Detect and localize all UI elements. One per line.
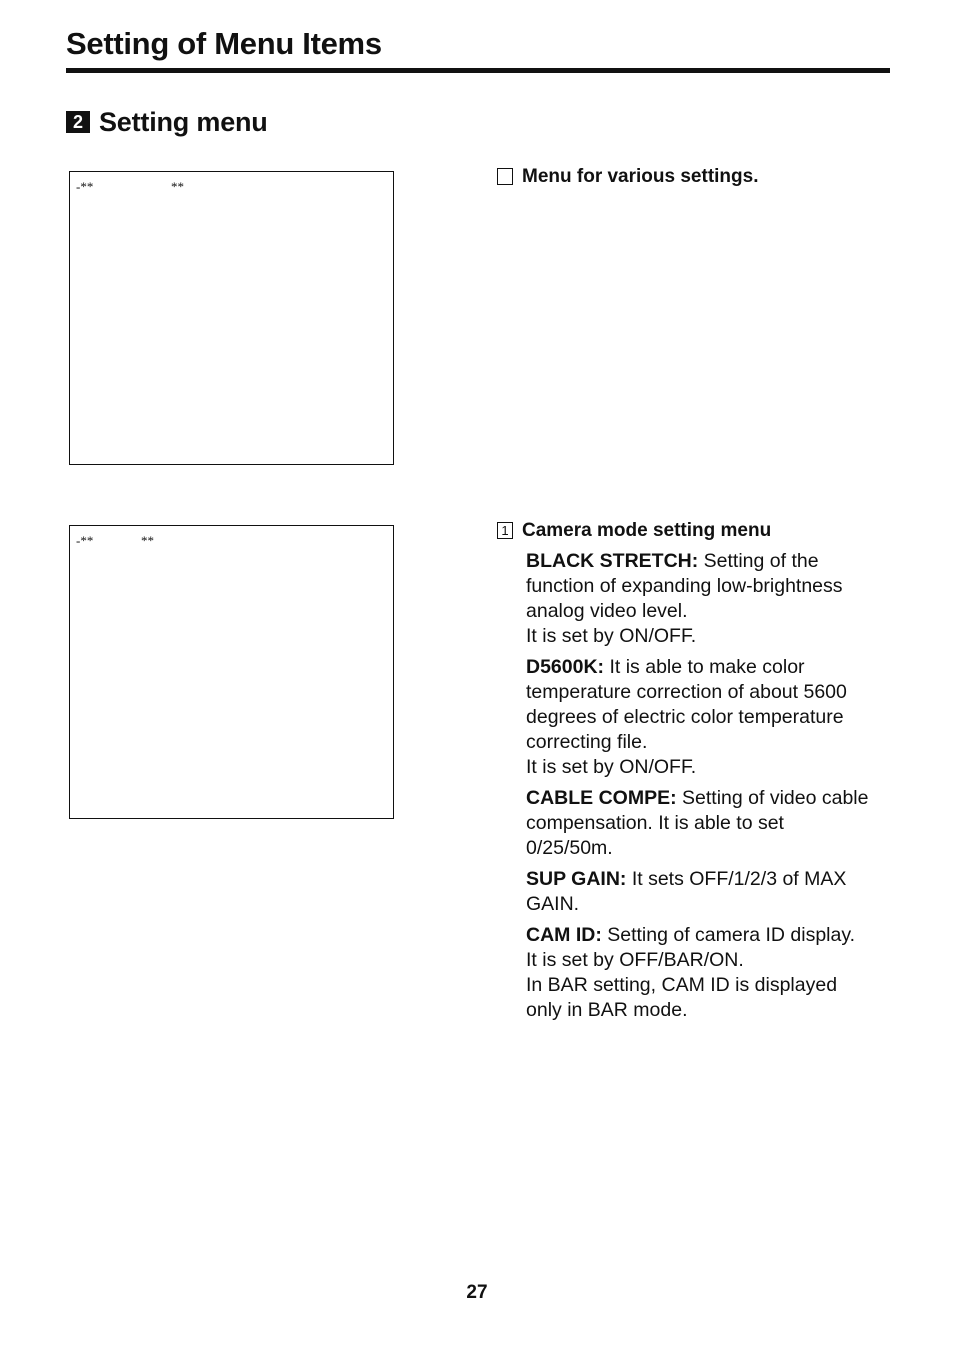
- entry-term: CABLE COMPE:: [526, 787, 677, 809]
- camera-mode-entries: [526, 549, 897, 1023]
- entry-line: analog video level.: [526, 600, 688, 622]
- entry-line: It sets OFF/1/2/3 of MAX: [631, 868, 847, 890]
- entry-line: In BAR setting, CAM ID is displayed: [526, 974, 838, 996]
- entry-line: It is set by ON/OFF.: [526, 625, 697, 647]
- entry-line: It is set by OFF/BAR/ON.: [526, 949, 744, 971]
- entry-line: It is set by ON/OFF.: [526, 756, 697, 778]
- entry-term: CAM ID:: [526, 924, 602, 946]
- section-title: Setting menu: [99, 106, 268, 137]
- section-number-badge: 2: [66, 111, 90, 133]
- entry-line: 0/25/50m.: [526, 837, 613, 859]
- entry-line: only in BAR mode.: [526, 999, 688, 1021]
- screen-text-left: -**: [76, 179, 94, 194]
- entry-line: It is able to make color: [609, 656, 805, 678]
- entry-sup-gain: [526, 867, 897, 917]
- various-settings-description: [497, 164, 897, 189]
- entry-term: D5600K:: [526, 656, 605, 678]
- screen-text-left: -**: [76, 533, 94, 548]
- entry-cable-compe: [526, 786, 897, 861]
- entry-line: degrees of electric color temperature: [526, 706, 844, 728]
- empty-box-marker-icon: [497, 168, 513, 185]
- entry-line: GAIN.: [526, 893, 580, 915]
- screen-text-right: **: [171, 179, 184, 194]
- various-settings-heading-text: Menu for various settings.: [522, 166, 759, 187]
- entry-line: Setting of camera ID display.: [607, 924, 856, 946]
- entry-cam-id: [526, 923, 897, 1023]
- entry-d5600k: [526, 655, 897, 780]
- screen-text-right: **: [141, 533, 154, 548]
- entry-term: BLACK STRETCH:: [526, 550, 699, 572]
- camera-mode-heading: [497, 518, 897, 543]
- page-number: 27: [466, 1282, 488, 1303]
- title-divider: [66, 68, 890, 73]
- menu-screen-various-settings: [69, 171, 394, 465]
- page-title: Setting of Menu Items: [66, 26, 382, 61]
- menu-screen-camera-mode: [69, 525, 394, 819]
- entry-line: correcting file.: [526, 731, 648, 753]
- entry-line: Setting of video cable: [682, 787, 869, 809]
- camera-mode-description: [497, 518, 897, 1029]
- item-number-marker: 1: [497, 522, 513, 539]
- camera-mode-heading-text: Camera mode setting menu: [522, 520, 772, 541]
- entry-line: Setting of the: [703, 550, 819, 572]
- entry-term: SUP GAIN:: [526, 868, 627, 890]
- entry-line: function of expanding low-brightness: [526, 575, 843, 597]
- entry-line: temperature correction of about 5600: [526, 681, 847, 703]
- various-settings-heading: [497, 164, 897, 189]
- entry-line: compensation. It is able to set: [526, 812, 784, 834]
- entry-black-stretch: [526, 549, 897, 649]
- section-heading: [66, 104, 268, 140]
